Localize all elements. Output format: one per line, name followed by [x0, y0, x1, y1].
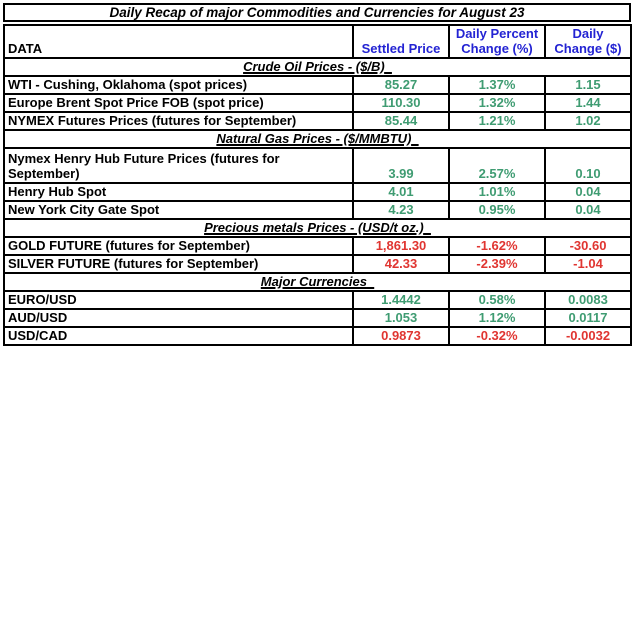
dollar-change-cell: 0.0083: [545, 291, 631, 309]
settled-price-cell: 4.23: [353, 201, 449, 219]
table-row: [4, 291, 631, 309]
dollar-change-cell: 1.15: [545, 76, 631, 94]
percent-change-cell: 2.57%: [449, 148, 545, 183]
section-title: Major Currencies: [260, 274, 367, 289]
dollar-change-cell: -30.60: [545, 237, 631, 255]
section-header-crude-oil: [4, 58, 631, 76]
percent-change-cell: -1.62%: [449, 237, 545, 255]
table-row: [4, 255, 631, 273]
dollar-change-cell: 0.04: [545, 201, 631, 219]
section-title: Natural Gas Prices - ($/MMBTU): [216, 131, 412, 146]
percent-change-cell: 1.21%: [449, 112, 545, 130]
percent-change-cell: 1.01%: [449, 183, 545, 201]
section-header-major-currencies: [4, 273, 631, 291]
percent-change-cell: 0.58%: [449, 291, 545, 309]
settled-price-cell: 42.33: [353, 255, 449, 273]
column-header-data: DATA: [4, 25, 353, 58]
section-title: Crude Oil Prices - ($/B): [243, 59, 385, 74]
section-header-natural-gas: [4, 130, 631, 148]
row-label: USD/CAD: [4, 327, 353, 345]
column-header-row: [4, 25, 631, 58]
row-label: Henry Hub Spot: [4, 183, 353, 201]
table-row: [4, 148, 631, 183]
table-row: [4, 112, 631, 130]
dollar-change-cell: 0.10: [545, 148, 631, 183]
column-header-daily-percent-change: Daily Percent Change (%): [449, 25, 545, 58]
table-row: [4, 327, 631, 345]
settled-price-cell: 110.30: [353, 94, 449, 112]
row-label: AUD/USD: [4, 309, 353, 327]
dollar-change-cell: 0.04: [545, 183, 631, 201]
commodities-table: [3, 24, 632, 346]
table-row: [4, 201, 631, 219]
dollar-change-cell: -0.0032: [545, 327, 631, 345]
row-label: Nymex Henry Hub Future Prices (futures for September): [4, 148, 353, 183]
settled-price-cell: 1.4442: [353, 291, 449, 309]
settled-price-cell: 85.44: [353, 112, 449, 130]
settled-price-cell: 1.053: [353, 309, 449, 327]
percent-change-cell: 0.95%: [449, 201, 545, 219]
percent-change-cell: 1.32%: [449, 94, 545, 112]
settled-price-cell: 85.27: [353, 76, 449, 94]
row-label: EURO/USD: [4, 291, 353, 309]
percent-change-cell: 1.37%: [449, 76, 545, 94]
section-header-precious-metals: [4, 219, 631, 237]
row-label: Europe Brent Spot Price FOB (spot price): [4, 94, 353, 112]
table-row: [4, 183, 631, 201]
dollar-change-cell: 1.44: [545, 94, 631, 112]
row-label: GOLD FUTURE (futures for September): [4, 237, 353, 255]
settled-price-cell: 4.01: [353, 183, 449, 201]
row-label: WTI - Cushing, Oklahoma (spot prices): [4, 76, 353, 94]
table-row: [4, 76, 631, 94]
row-label: New York City Gate Spot: [4, 201, 353, 219]
percent-change-cell: -0.32%: [449, 327, 545, 345]
settled-price-cell: 0.9873: [353, 327, 449, 345]
table-row: [4, 237, 631, 255]
table-row: [4, 309, 631, 327]
percent-change-cell: -2.39%: [449, 255, 545, 273]
section-title: Precious metals Prices - (USD/t oz.): [204, 220, 424, 235]
row-label: SILVER FUTURE (futures for September): [4, 255, 353, 273]
dollar-change-cell: 0.0117: [545, 309, 631, 327]
dollar-change-cell: -1.04: [545, 255, 631, 273]
settled-price-cell: 3.99: [353, 148, 449, 183]
percent-change-cell: 1.12%: [449, 309, 545, 327]
settled-price-cell: 1,861.30: [353, 237, 449, 255]
dollar-change-cell: 1.02: [545, 112, 631, 130]
column-header-settled-price: Settled Price: [353, 25, 449, 58]
column-header-daily-change: Daily Change ($): [545, 25, 631, 58]
page-title: Daily Recap of major Commodities and Currencies for August 23: [3, 3, 631, 22]
row-label: NYMEX Futures Prices (futures for September): [4, 112, 353, 130]
table-row: [4, 94, 631, 112]
